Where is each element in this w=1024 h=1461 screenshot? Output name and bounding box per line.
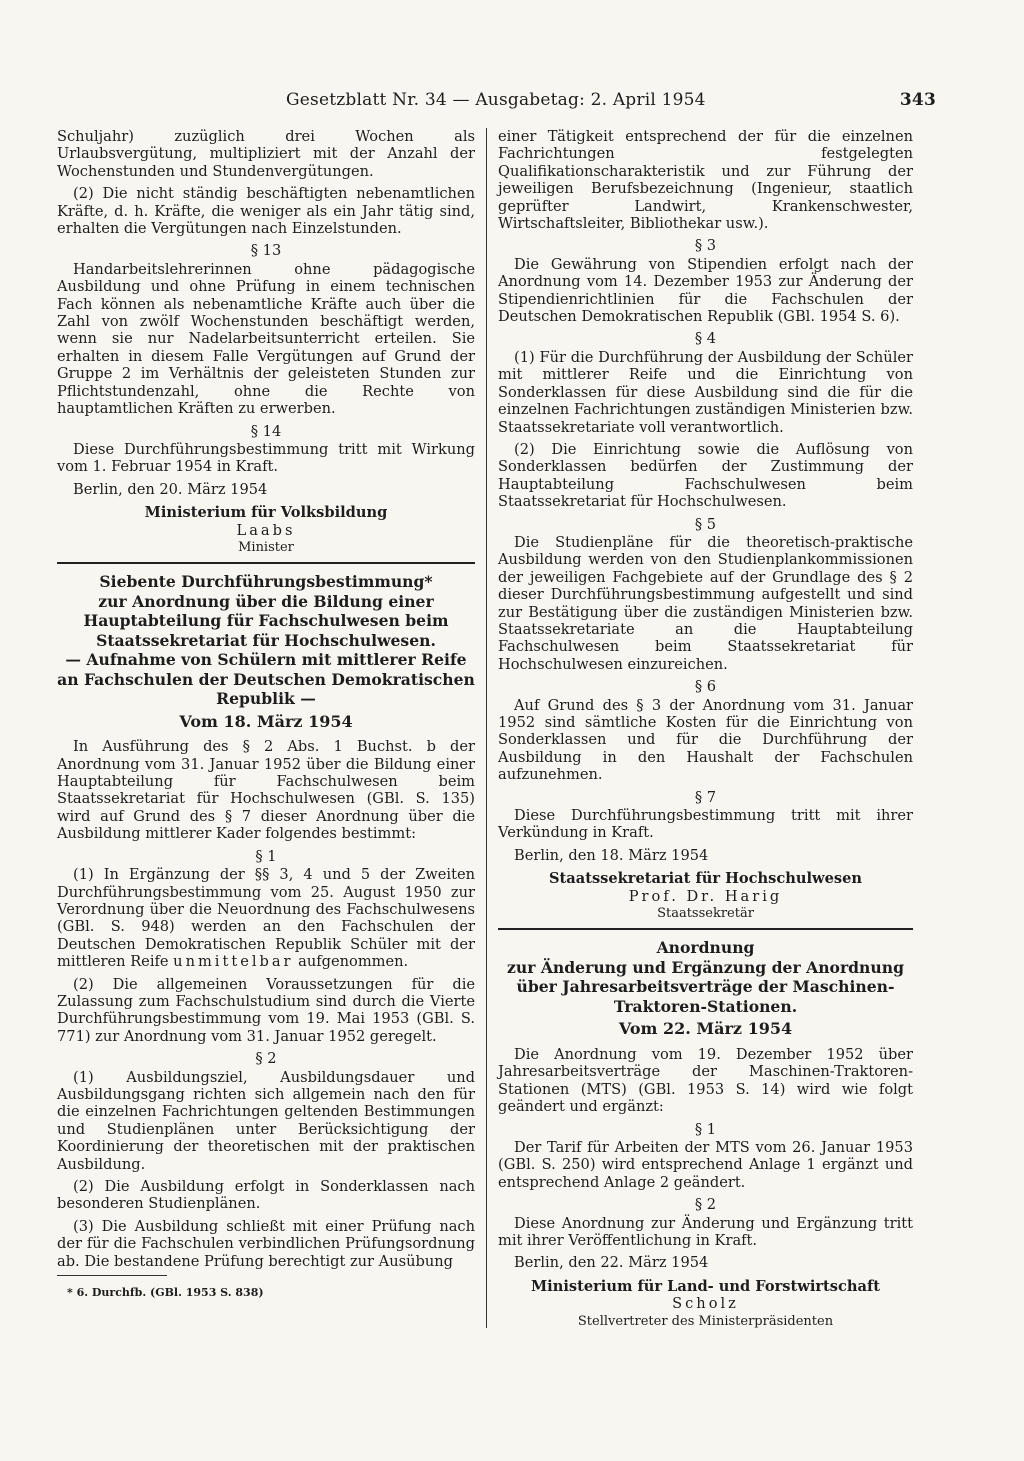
paragraph: Schuljahr) zuzüglich drei Wochen als Urlaubsvergütung, multipliziert mit der Anzahl der Wochenstunden und Stundenvergütungen. xyxy=(57,128,475,180)
right-column xyxy=(498,128,913,1330)
section-heading: § 13 xyxy=(250,242,282,260)
paragraph: (2) Die Ausbildung erfolgt in Sonderklassen nach besonderen Studienplänen. xyxy=(57,1178,475,1213)
signatory-name: Laabs xyxy=(236,521,296,539)
footnote: * 6. Durchfb. (GBl. 1953 S. 838) xyxy=(67,1286,264,1300)
regulation-date: Vom 18. März 1954 xyxy=(179,711,353,731)
place-date: Berlin, den 22. März 1954 xyxy=(514,1254,709,1272)
section-heading: § 2 xyxy=(255,1050,277,1068)
regulation-title: Siebente Durchführungsbestimmung* xyxy=(99,572,433,592)
section-heading: § 4 xyxy=(694,330,717,348)
regulation-title: Anordnung xyxy=(656,938,755,958)
paragraph: Diese Durchführungsbestimmung tritt mit ihrer Verkündung in Kraft. xyxy=(498,807,913,842)
place-date: Berlin, den 20. März 1954 xyxy=(73,480,268,498)
paragraph: Die Gewährung von Stipendien erfolgt nach der Anordnung vom 14. Dezember 1953 zur Änderung der Stipendienrichtlinien für die Fachschulen der Deutschen Demokratischen Republik (GBl. 1954 S. 6). xyxy=(498,255,913,326)
paragraph: Handarbeitslehrerinnen ohne pädagogische Ausbildung und ohne Prüfung in einem technischen Fach können als nebenamtliche Kräfte auch über die Zahl von zwölf Wochenstunden beschäftigt werden, wenn sie nur Nadelarbeitsunterricht erteilen. Sie erhalten in diesem Falle Vergütungen auf Grund der Gruppe 2 im Verhältnis der geleisteten Stunden zur Pflichtstundenzahl, ohne die Rechte von hauptamtlichen Kräften zu erwerben. xyxy=(57,260,475,418)
paragraph: Diese Durchführungsbestimmung tritt mit Wirkung vom 1. Februar 1954 in Kraft. xyxy=(57,440,475,476)
signing-authority: Ministerium für Land- und Forstwirtschaft xyxy=(531,1277,880,1295)
emphasis-text: unmittelbar xyxy=(173,953,294,971)
paragraph: Diese Anordnung zur Änderung und Ergänzung tritt mit ihrer Veröffentlichung in Kraft. xyxy=(498,1214,913,1249)
signatory-name: Scholz xyxy=(672,1295,739,1313)
place-date: Berlin, den 18. März 1954 xyxy=(514,846,709,864)
section-heading: § 3 xyxy=(694,237,717,255)
paragraph: Die Studienpläne für die theoretisch-praktische Ausbildung werden von den Studienplankommissionen der jeweiligen Fachgebiete auf der Grundlage des § 2 dieser Durchführungsbestimmung aufgestellt und sind zur Bestätigung über die zuständigen Ministerien bzw. Staatssekretariate an die Hauptabteilung Fachschulwesen beim Staatssekretariat für Hochschulwesen einzureichen. xyxy=(498,533,913,673)
footnote-divider xyxy=(57,1275,167,1276)
header-title: Gesetzblatt Nr. 34 — Ausgabetag: 2. April 1954 xyxy=(286,90,706,110)
page-header xyxy=(286,90,936,120)
section-divider xyxy=(498,928,913,930)
paragraph: Der Tarif für Arbeiten der MTS vom 26. Januar 1953 (GBl. S. 250) wird entsprechend Anlage 1 ergänzt und entsprechend Anlage 2 geändert. xyxy=(498,1138,913,1191)
signatory-name: Prof. Dr. Harig xyxy=(628,887,783,905)
signatory-role: Stellvertreter des Ministerpräsidenten xyxy=(577,1313,834,1329)
section-divider xyxy=(57,562,475,564)
left-column xyxy=(57,128,475,1301)
section-heading: § 5 xyxy=(694,515,717,533)
paragraph xyxy=(57,866,475,970)
paragraph: (2) Die Einrichtung sowie die Auflösung von Sonderklassen bedürfen der Zustimmung der Hauptabteilung Fachschulwesen beim Staatssekretariat für Hochschulwesen. xyxy=(498,440,913,511)
paragraph: (2) Die nicht ständig beschäftigten nebenamtlichen Kräfte, d. h. Kräfte, die weniger als ein Jahr tätig sind, erhalten die Vergütungen nach Einzelstunden. xyxy=(57,185,475,238)
section-heading: § 7 xyxy=(694,788,717,806)
signing-authority: Staatssekretariat für Hochschulwesen xyxy=(549,870,862,888)
signing-authority: Ministerium für Volksbildung xyxy=(144,504,388,522)
column-divider xyxy=(486,128,487,1328)
paragraph: (2) Die allgemeinen Voraussetzungen für die Zulassung zum Fachschulstudium sind durch die Vierte Durchführungsbestimmung vom 19. Mai 1953 (GBl. S. 771) zur Anordnung vom 31. Januar 1952 geregelt. xyxy=(57,975,475,1045)
paragraph-text: aufgenommen. xyxy=(298,953,409,971)
section-heading: § 1 xyxy=(694,1120,717,1138)
section-heading: § 1 xyxy=(255,847,277,865)
paragraph: Auf Grund des § 3 der Anordnung vom 31. Januar 1952 sind sämtliche Kosten für die Einrichtung von Sonderklassen und für die Durchführung der Ausbildung in den Haushalt der Fachschulen aufzunehmen. xyxy=(498,696,913,784)
signatory-role: Staatssekretär xyxy=(657,906,754,922)
paragraph: In Ausführung des § 2 Abs. 1 Buchst. b der Anordnung vom 31. Januar 1952 über die Bildung einer Hauptabteilung für Fachschulwesen beim Staatssekretariat für Hochschulwesen (GBl. S. 135) wird auf Grund des § 7 dieser Anordnung über die Ausbildung mittlerer Kader folgendes bestimmt: xyxy=(57,738,475,843)
paragraph: Die Anordnung vom 19. Dezember 1952 über Jahresarbeitsverträge der Maschinen-Traktoren-Stationen (MTS) (GBl. 1953 S. 14) wird wie folgt geändert und ergänzt: xyxy=(498,1045,913,1116)
paragraph: einer Tätigkeit entsprechend der für die einzelnen Fachrichtungen festgelegten Qualifikationscharakteristik und zur Führung der jeweiligen Berufsbezeichnung (Ingenieur, staatlich geprüfter Landwirt, Krankenschwester, Wirtschaftsleiter, Bibliothekar usw.). xyxy=(498,128,913,233)
paragraph-text: (1) In Ergänzung der §§ 3, 4 und 5 der Zweiten Durchführungsbestimmung vom 25. August 1950 zur Verordnung über die Neuordnung des Fachschulwesens (GBl. S. 948) werden an den Fachschulen der Deutschen Demokratischen Republik Schüler mit der mittleren Reife xyxy=(57,866,475,971)
regulation-subtitle: zur Änderung und Ergänzung der Anordnung über Jahresarbeitsverträge der Maschinen-Traktoren-Stationen. xyxy=(507,957,904,1016)
section-heading: § 6 xyxy=(694,678,717,696)
regulation-date: Vom 22. März 1954 xyxy=(618,1019,793,1039)
section-heading: § 14 xyxy=(250,422,282,440)
paragraph: (1) Für die Durchführung der Ausbildung der Schüler mit mittlerer Reife und die Einrichtung von Sonderklassen für diese Ausbildung sind die für die einzelnen Fachrichtungen zuständigen Ministerien bzw. Staatssekretariate voll verantwortlich. xyxy=(498,348,913,436)
page-number: 343 xyxy=(899,90,936,110)
regulation-scope: — Aufnahme von Schülern mit mittlerer Reife an Fachschulen der Deutschen Demokratischen Republik — xyxy=(57,650,475,709)
regulation-subtitle: zur Anordnung über die Bildung einer Hauptabteilung für Fachschulwesen beim Staatssekretariat für Hochschulwesen. xyxy=(83,591,449,650)
paragraph: (1) Ausbildungsziel, Ausbildungsdauer und Ausbildungsgang richten sich allgemein nach den für die einzelnen Fachrichtungen geltenden Bestimmungen und Studienplänen unter Berücksichtigung der Koordinierung der theoretischen mit der praktischen Ausbildung. xyxy=(57,1068,475,1173)
section-heading: § 2 xyxy=(694,1196,717,1214)
signatory-role: Minister xyxy=(238,539,294,555)
paragraph: (3) Die Ausbildung schließt mit einer Prüfung nach der für die Fachschulen verbindlichen Prüfungsordnung ab. Die bestandene Prüfung berechtigt zur Ausübung xyxy=(57,1217,475,1270)
